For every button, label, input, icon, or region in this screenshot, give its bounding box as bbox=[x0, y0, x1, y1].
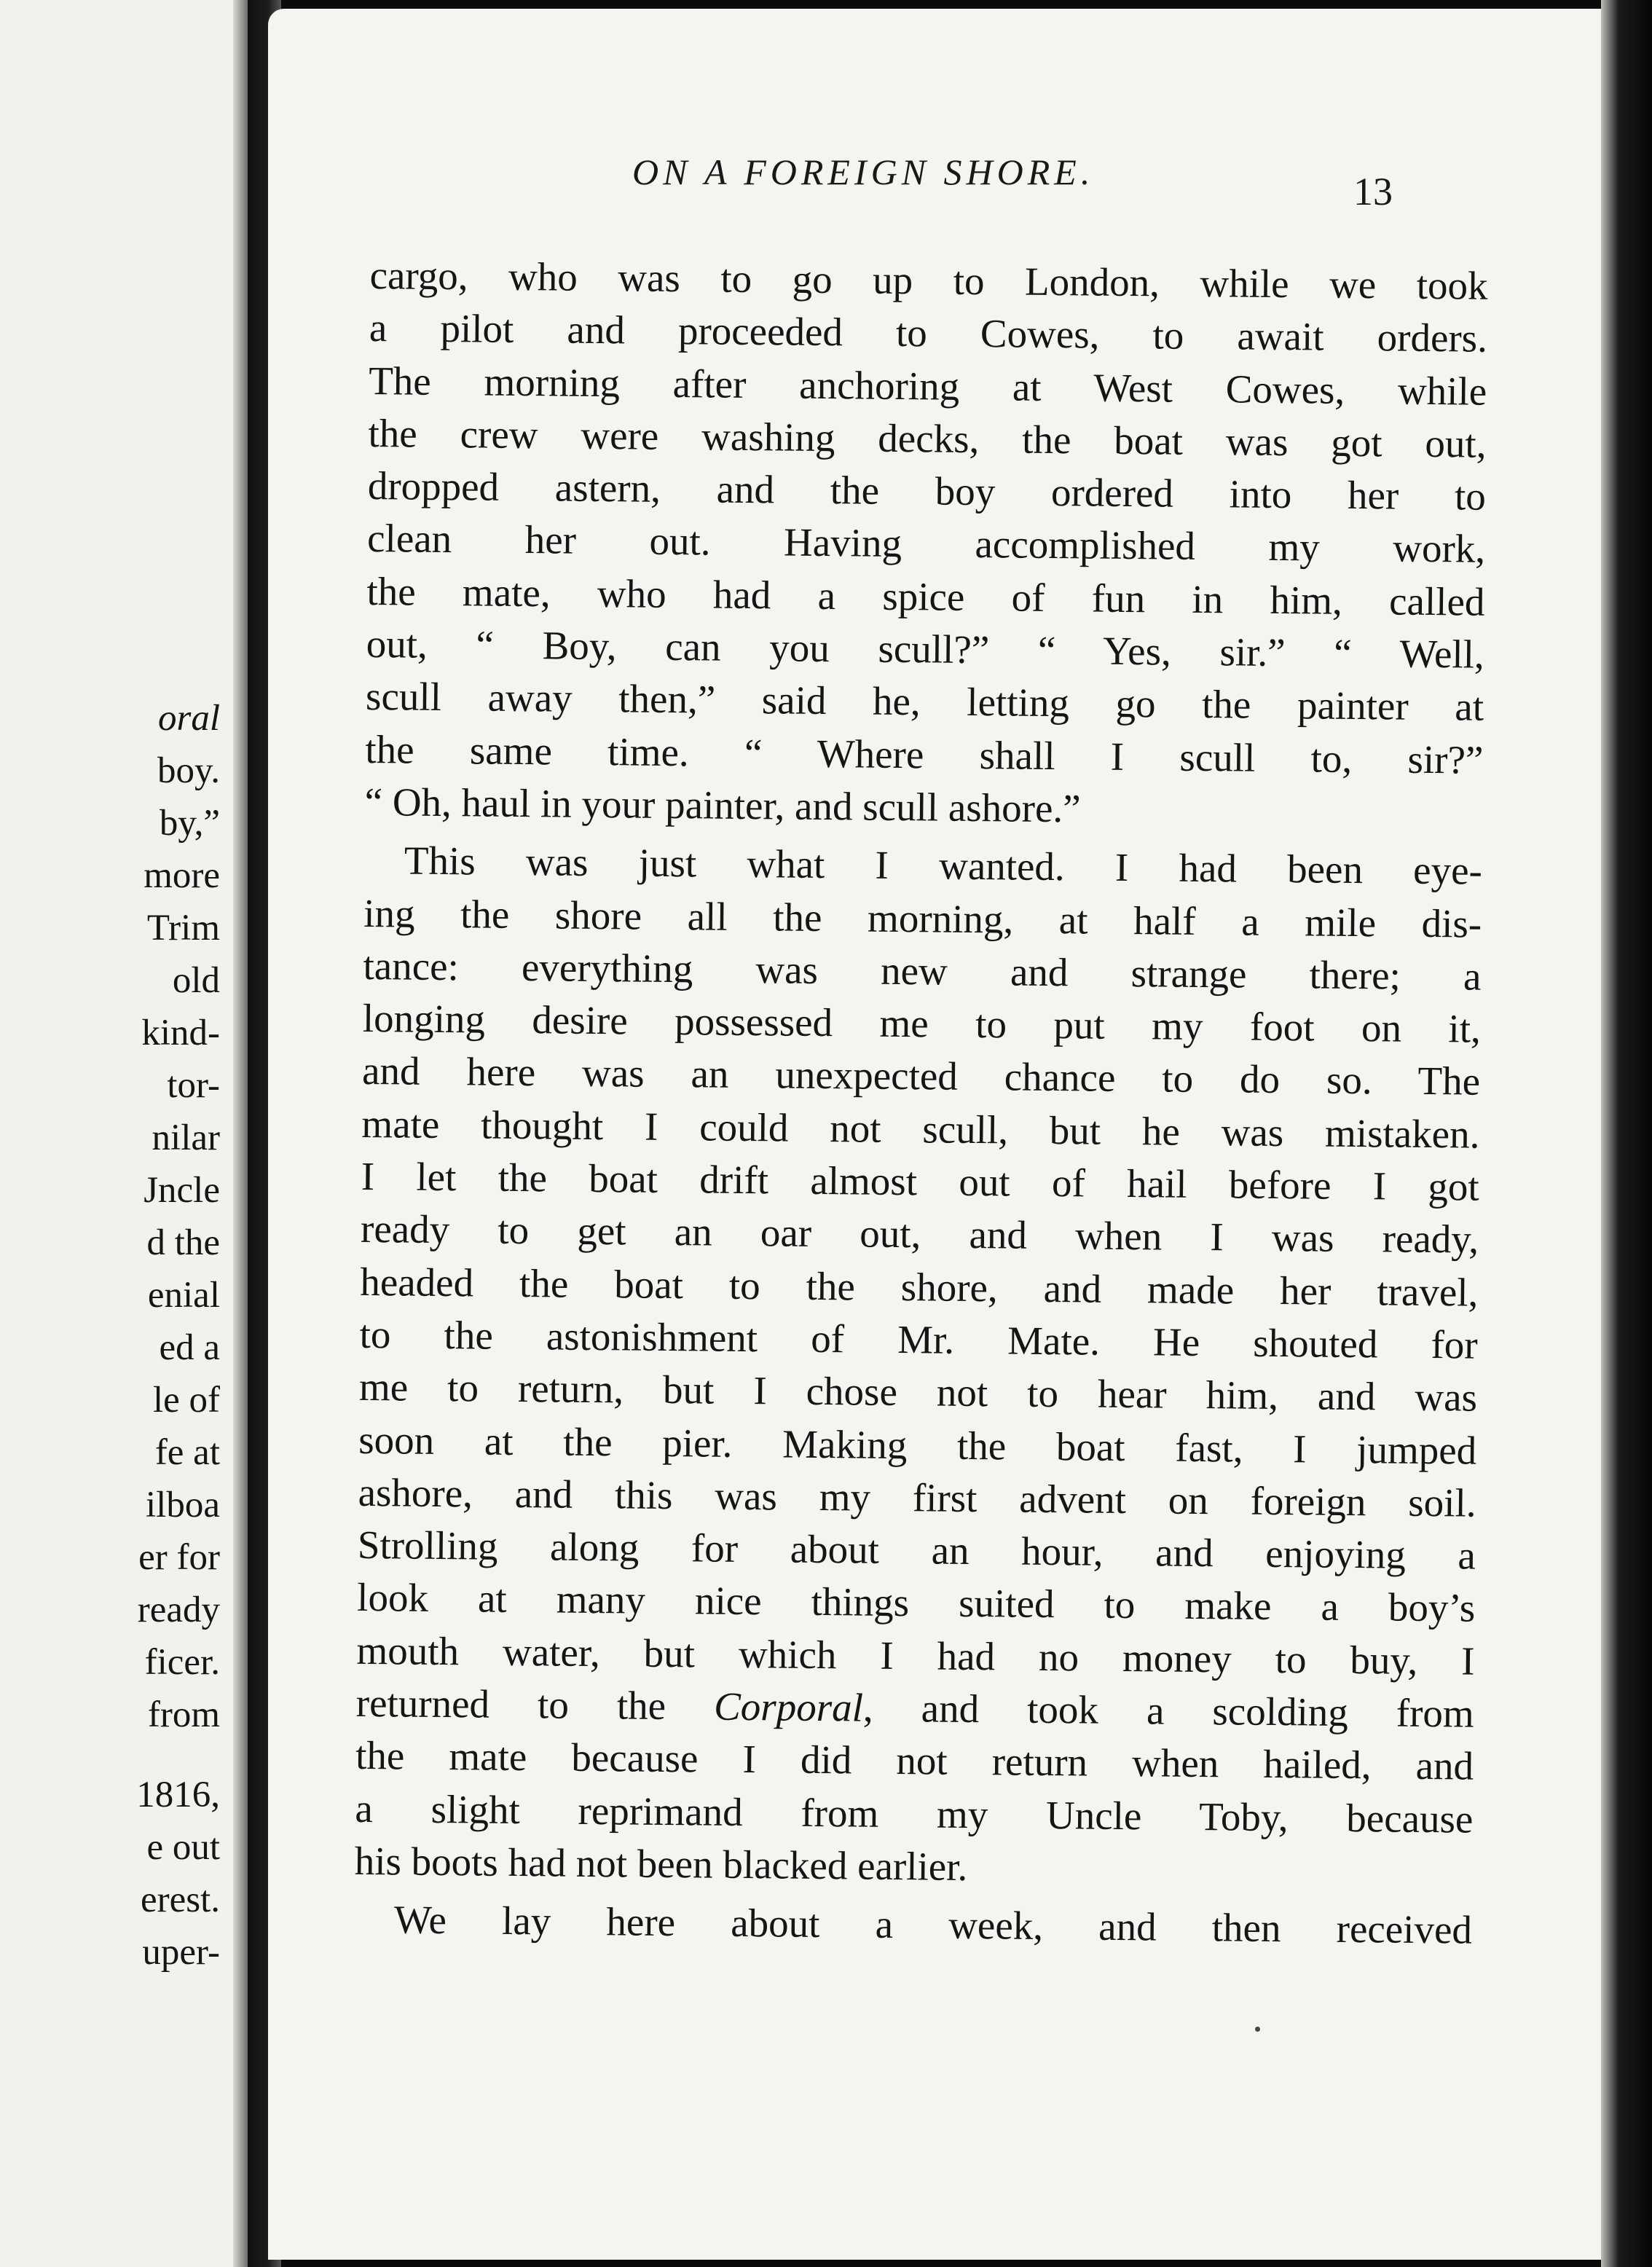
text-line: to the astonishment of Mr. Mate. He shouted for bbox=[359, 1311, 1478, 1367]
ship-name-italic: Corporal bbox=[713, 1683, 864, 1730]
left-page-line: enial bbox=[147, 1275, 220, 1316]
left-page-line: uper- bbox=[142, 1932, 220, 1973]
left-page-line: boy. bbox=[157, 750, 220, 791]
text-line: a pilot and proceeded to Cowes, to await orders. bbox=[369, 305, 1488, 361]
text-run: returned to the bbox=[355, 1680, 715, 1729]
text-line: the same time. “ Where shall I scull to, sir?” bbox=[365, 726, 1484, 782]
text-line: the crew were washing decks, the boat was got out, bbox=[368, 410, 1487, 466]
text-line: the mate because I did not return when hailed, and bbox=[355, 1733, 1474, 1788]
text-line: mate thought I could not scull, but he was mistaken. bbox=[361, 1101, 1480, 1157]
page-edge-shadow bbox=[1601, 0, 1652, 2267]
text-line: look at many nice things suited to make a boy’s bbox=[356, 1575, 1476, 1631]
right-page bbox=[268, 9, 1608, 2260]
left-page-line: by,” bbox=[159, 803, 220, 844]
text-line: dropped astern, and the boy ordered into her to bbox=[367, 463, 1487, 519]
text-line: tance: everything was new and strange there; a bbox=[363, 943, 1482, 999]
left-page-line: le of bbox=[152, 1380, 220, 1421]
text-line: cargo, who was to go up to London, while we took bbox=[369, 252, 1488, 308]
running-head: ON A FOREIGN SHORE. bbox=[632, 152, 1095, 192]
left-page-line: old bbox=[172, 960, 220, 1001]
text-line: ready to get an oar out, and when I was ready, bbox=[360, 1206, 1479, 1262]
left-page-text-fragments bbox=[0, 692, 235, 1979]
text-line: headed the boat to the shore, and made her travel, bbox=[360, 1259, 1479, 1315]
text-line: ing the shore all the morning, at half a mile dis- bbox=[363, 890, 1482, 946]
text-line: soon at the pier. Making the boat fast, I jumped bbox=[358, 1417, 1477, 1473]
page-body-text bbox=[354, 249, 1488, 1957]
text-run: , and took a scolding from bbox=[862, 1685, 1475, 1736]
text-line: ashore, and this was my first advent on foreign soil. bbox=[358, 1469, 1476, 1525]
left-page-line: ilboa bbox=[146, 1485, 220, 1525]
left-page-line: nilar bbox=[152, 1117, 220, 1158]
left-page-line: kind- bbox=[141, 1013, 220, 1053]
left-page-line: ed a bbox=[159, 1327, 220, 1368]
text-line: mouth water, but which I had no money to buy, I bbox=[356, 1627, 1475, 1683]
text-line: Strolling along for about an hour, and enjoying a bbox=[357, 1523, 1476, 1578]
left-facing-page bbox=[0, 0, 248, 2267]
left-page-line: Trim bbox=[146, 908, 220, 948]
left-page-line: more bbox=[143, 855, 220, 896]
left-page-line: tor- bbox=[167, 1065, 220, 1106]
text-line: scull away then,” said he, letting go the painter at bbox=[365, 674, 1484, 730]
text-line: I let the boat drift almost out of hail before I got bbox=[361, 1153, 1480, 1209]
left-page-line: ficer. bbox=[144, 1642, 220, 1683]
left-page-line: erest. bbox=[140, 1879, 220, 1920]
left-page-line: Jncle bbox=[143, 1170, 220, 1211]
left-page-line: oral bbox=[157, 698, 220, 739]
left-page-line: fe at bbox=[154, 1432, 220, 1473]
paper-speck bbox=[1255, 2027, 1260, 2032]
text-line: We lay here about a week, and then received bbox=[393, 1897, 1473, 1952]
text-line: the mate, who had a spice of fun in him, called bbox=[366, 568, 1485, 624]
left-page-line: d the bbox=[146, 1222, 220, 1263]
text-line: and here was an unexpected chance to do so. The bbox=[361, 1048, 1481, 1104]
left-page-line: e out bbox=[146, 1827, 220, 1868]
left-page-line: from bbox=[147, 1694, 220, 1735]
text-line: his boots had not been blacked earlier. bbox=[354, 1838, 968, 1889]
text-line: me to return, but I chose not to hear him, and was bbox=[358, 1364, 1478, 1420]
text-line: The morning after anchoring at West Cowes, while bbox=[368, 358, 1487, 414]
left-page-line: 1816, bbox=[136, 1775, 220, 1815]
text-line: “ Oh, haul in your painter, and scull ashore.” bbox=[364, 779, 1081, 831]
text-line: clean her out. Having accomplished my work, bbox=[366, 516, 1486, 572]
text-line: longing desire possessed me to put my foot on it, bbox=[362, 996, 1482, 1051]
text-line: This was just what I wanted. I had been eye- bbox=[404, 838, 1483, 893]
left-page-line: ready bbox=[137, 1590, 220, 1630]
left-page-line: er for bbox=[138, 1537, 220, 1578]
text-line: out, “ Boy, can you scull?” “ Yes, sir.” “ Well, bbox=[366, 621, 1485, 677]
text-line: a slight reprimand from my Uncle Toby, because bbox=[355, 1785, 1474, 1842]
page-number: 13 bbox=[1353, 170, 1393, 213]
